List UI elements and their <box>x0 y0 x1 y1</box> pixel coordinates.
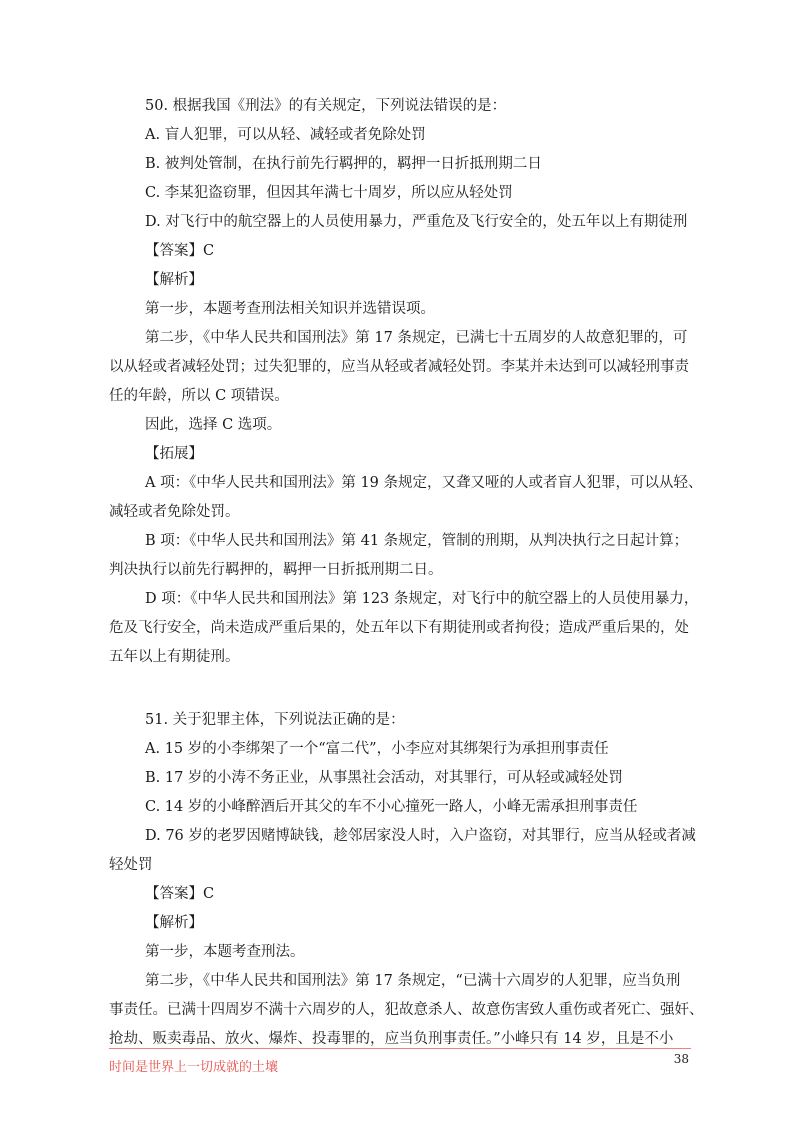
q51-answer: 【答案】C <box>145 886 215 902</box>
q50-option-c: C. 李某犯盗窃罪，但因其年满七十周岁，所以应从轻处罚 <box>145 185 513 201</box>
q50-extension-line: B 项：《中华人民共和国刑法》第 41 条规定，管制的刑期，从判决执行之日起计算； <box>145 533 689 549</box>
q51-analysis-label: 【解析】 <box>145 915 203 931</box>
q51-analysis-line: 抢劫、贩卖毒品、放火、爆炸、投毒罪的，应当负刑事责任。”小峰只有 14 岁，且是不小 <box>109 1031 674 1047</box>
q50-analysis-line: 任的年龄，所以 C 项错误。 <box>109 388 289 404</box>
q51-analysis-line: 第一步，本题考查刑法。 <box>145 944 305 960</box>
q50-extension-line: 五年以上有期徒刑。 <box>109 649 240 665</box>
q50-analysis-line: 以从轻或者减轻处罚；过失犯罪的，应当从轻或者减轻处罚。李某并未达到可以减轻刑事责 <box>109 359 689 375</box>
q51-option-a: A. 15 岁的小李绑架了一个“富二代”，小李应对其绑架行为承担刑事责任 <box>145 741 609 757</box>
q51-option-c: C. 14 岁的小峰醉酒后开其父的车不小心撞死一路人，小峰无需承担刑事责任 <box>145 799 638 815</box>
q50-analysis-line: 第一步，本题考查刑法相关知识并选错误项。 <box>145 301 435 317</box>
q50-answer: 【答案】C <box>145 243 215 259</box>
q50-extension-line: D 项：《中华人民共和国刑法》第 123 条规定，对飞行中的航空器上的人员使用暴力， <box>145 591 699 607</box>
q51-analysis-line: 第二步，《中华人民共和国刑法》第 17 条规定，“已满十六周岁的人犯罪，应当负刑 <box>145 973 681 989</box>
q50-extension-line: A 项：《中华人民共和国刑法》第 19 条规定，又聋又哑的人或者盲人犯罪，可以从轻、 <box>145 475 703 491</box>
q50-stem: 50. 根据我国《刑法》的有关规定，下列说法错误的是： <box>145 98 507 114</box>
page-content <box>109 96 704 1049</box>
footer-motto: 时间是世界上一切成就的土壤 <box>109 1060 279 1075</box>
q50-analysis-label: 【解析】 <box>145 272 203 288</box>
q51-stem: 51. 关于犯罪主体，下列说法正确的是： <box>145 712 405 728</box>
q50-option-d: D. 对飞行中的航空器上的人员使用暴力，严重危及飞行安全的，处五年以上有期徒刑 <box>145 214 688 230</box>
q50-extension-label: 【拓展】 <box>145 446 203 462</box>
q50-option-b: B. 被判处管制，在执行前先行羁押的，羁押一日折抵刑期二日 <box>145 156 542 172</box>
q50-extension-line: 判决执行以前先行羁押的，羁押一日折抵刑期二日。 <box>109 562 443 578</box>
q51-option-b: B. 17 岁的小涛不务正业，从事黑社会活动，对其罪行，可从轻或减轻处罚 <box>145 770 623 786</box>
footer-divider <box>109 1048 691 1049</box>
q51-option-d-cont: 轻处罚 <box>109 857 153 873</box>
q50-analysis-conclusion: 因此，选择 C 选项。 <box>145 417 282 433</box>
page-number: 38 <box>673 1052 689 1066</box>
q50-extension-line: 减轻或者免除处罚。 <box>109 504 240 520</box>
q50-analysis-line: 第二步，《中华人民共和国刑法》第 17 条规定，已满七十五周岁的人故意犯罪的，可 <box>145 330 688 346</box>
q50-option-a: A. 盲人犯罪，可以从轻、减轻或者免除处罚 <box>145 127 426 143</box>
q51-analysis-line: 事责任。已满十四周岁不满十六周岁的人，犯故意杀人、故意伤害致人重伤或者死亡、强奸、 <box>109 1002 704 1018</box>
q50-extension-line: 危及飞行安全，尚未造成严重后果的，处五年以下有期徒刑或者拘役；造成严重后果的，处 <box>109 620 689 636</box>
q51-option-d: D. 76 岁的老罗因赌博缺钱，趁邻居家没人时，入户盗窃，对其罪行，应当从轻或者减 <box>145 828 696 844</box>
